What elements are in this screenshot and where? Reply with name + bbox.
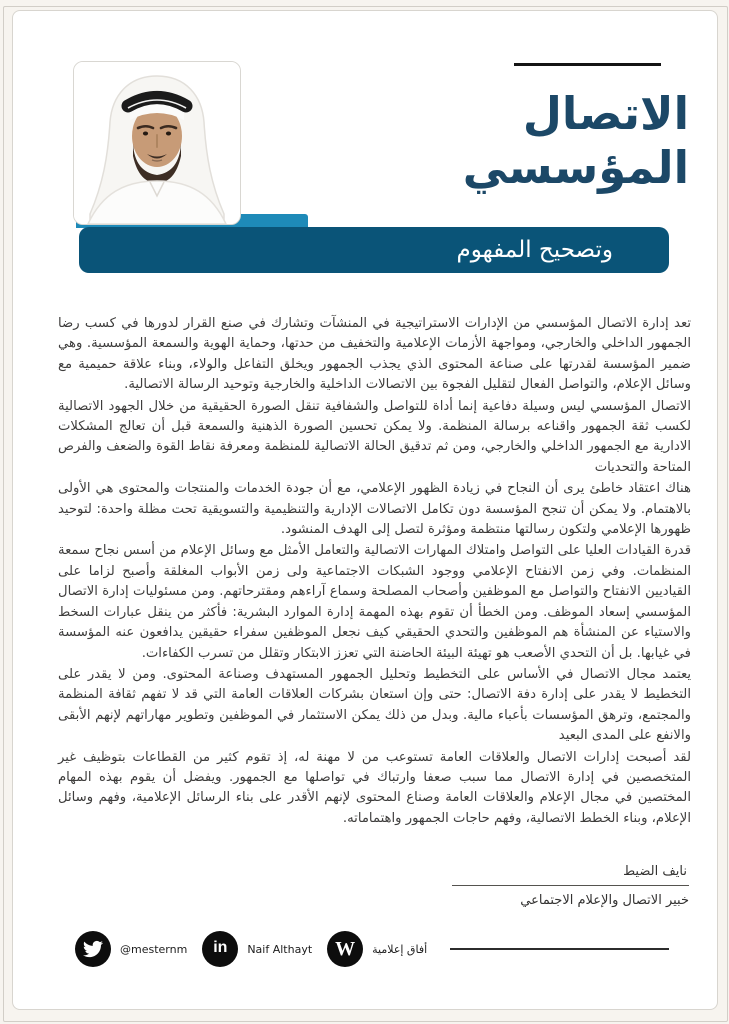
linkedin-icon[interactable] xyxy=(202,931,238,967)
subtitle-banner-label: وتصحيح المفهوم xyxy=(456,237,613,263)
paragraph-1: تعد إدارة الاتصال المؤسسي من الإدارات الاستراتيجية في المنشآت وتشارك في صنع القرار لدورها في كسب رضا الجمهور الداخلي والخارجي، ومواجهة الأزمات الإعلامية والتخفيف من حدتها، وحماية الهوية والسمعة المؤسسية. وهي ضمير المؤسسة لقدرتها على صناعة المحتوى الذي يجذب الجمهور ويخلق التفاعل والولاء، وبناء علاقة حميمية مع وسائل الإعلام، والتواصل الفعال لتقليل الفجوة بين الاتصالات الداخلية والخارجية وتوحيد الرسالة الاتصالية. xyxy=(58,316,691,393)
title-rule xyxy=(514,63,661,66)
twitter-bird-glyph xyxy=(83,939,103,959)
page-title-line2: المؤسسي xyxy=(462,141,689,194)
author-role: خبير الاتصال والإعلام الاجتماعي xyxy=(520,893,689,908)
subtitle-banner xyxy=(79,227,669,273)
signature-block xyxy=(429,864,689,908)
footer-rule xyxy=(450,948,669,950)
twitter-icon[interactable] xyxy=(75,931,111,967)
social-footer xyxy=(75,929,669,969)
page-title xyxy=(463,87,689,195)
wordpress-handle[interactable]: أفاق إعلامية xyxy=(372,942,428,956)
paragraph-5: يعتمد مجال الاتصال في الأساس على التخطيط وتحليل الجمهور المستهدف وصناعة المحتوى. ومن لا يقدر على التخطيط لا يقدر على إدارة دفة الاتصال: حتى وإن استعان بشركات العلاقات العامة التي قد لا تفهم ثقافة المنظمة والمجتمع، وترهق المؤسسات بأعباء مالية. وبدل من ذلك يمكن الاستثمار في الموظفين وتطوير مهاراتهم لإنهم الأبقى والانفع على المدى البعيد xyxy=(58,666,691,744)
linkedin-handle[interactable]: Naif Althayt xyxy=(247,942,313,956)
author-portrait-illustration xyxy=(74,62,240,224)
paragraph-6: لقد أصبحت إدارات الاتصال والعلاقات العامة تستوعب من لا مهنة له، إذ تقوم كثير من القطاعات بتوظيف غير المتخصصين في إدارة الاتصال مما سبب صعفا وارتباك في تواصلها مع الجمهور. ويفضل أن يقوم بهذه المهام المختصين في مجال الإعلام والعلاقات العامة وصناع المحتوى لإنهم الأقدر على بناء الرسائل الإعلامية، وفهم وسائل الإعلام، وبناء الخطط الاتصالية، وفهم حاجات الجمهور واهتماماته. xyxy=(58,749,691,826)
wordpress-icon[interactable] xyxy=(327,931,363,967)
paragraph-3: هناك اعتقاد خاطئ يرى أن النجاح في زيادة الظهور الإعلامي، مع أن جودة الخدمات والمنتجات والمحتوى هي الأولى بالاهتمام. ولا يمكن أن تنجح المؤسسة دون تكامل الاتصالات الإدارية والتنظيمية والتسويقية تحت مظلة واحدة: لتوحيد ظهورها الإعلامي ولتكون رسالتها منتظمة ومؤثرة لتصل إلى الهدف المنشود. xyxy=(58,481,691,538)
paragraph-2: الاتصال المؤسسي ليس وسيلة دفاعية إنما أداة للتواصل والشفافية تنقل الصورة الحقيقية من خلال الجهود الاتصالية لكسب ثقة الجمهور واقناعه برسالة المنظمة. ولا يمكن تحسين الصورة الذهنية والسمعة قبل أن تعالج المشكلات الادارية مع الجمهور الداخلي والخارجي، ومن ثم تدقيق الحالة الاتصالية للمنظمة ومعرفة نقاط القوة والضعف والفرص المتاحة والتحديات xyxy=(58,398,691,475)
wordpress-glyph: W xyxy=(335,938,356,960)
signature-divider xyxy=(452,885,689,886)
linkedin-glyph: in xyxy=(213,939,228,956)
author-name: نايف الضيط xyxy=(623,864,687,879)
twitter-handle[interactable]: @mesternm xyxy=(120,942,188,956)
paragraph-4: قدرة القيادات العليا على التواصل وامتلاك المهارات الاتصالية والتعامل الأمثل مع وسائل الإعلام من أسس نجاح سمعة المنظمات. وفي زمن الانفتاح الإعلامي ووجود الشبكات الاجتماعية ولى زمن الأبواب المغلقة وأصبح لزاما على القياديين الانفتاح والتواصل مع الموظفين وأصحاب المصلحة وسماع آراءهم ومقترحاتهم. ومن مسئوليات إدارة الاتصال المؤسسي إسعاد الموظف. ومن الخطأ أن تقوم بهذه المهمة إدارة الموارد البشرية: فأكثر من ينقل عبارات السخط والاستياء عن المنشأة هم الموظفين والتحدي الحقيقي كيف نجعل الموظفين سفراء حقيقين يدافعون عنه المؤسسة في غيابها. بل أن التحدي الأصعب هو تهيئة البيئة الحاضنة التي تعزز الابتكار وتقلل من تسرب الكفاءات. xyxy=(58,543,691,661)
article-body xyxy=(58,314,691,830)
article-card xyxy=(12,10,718,1010)
page-title-line1: الاتصال xyxy=(522,87,689,140)
author-photo xyxy=(73,61,241,225)
